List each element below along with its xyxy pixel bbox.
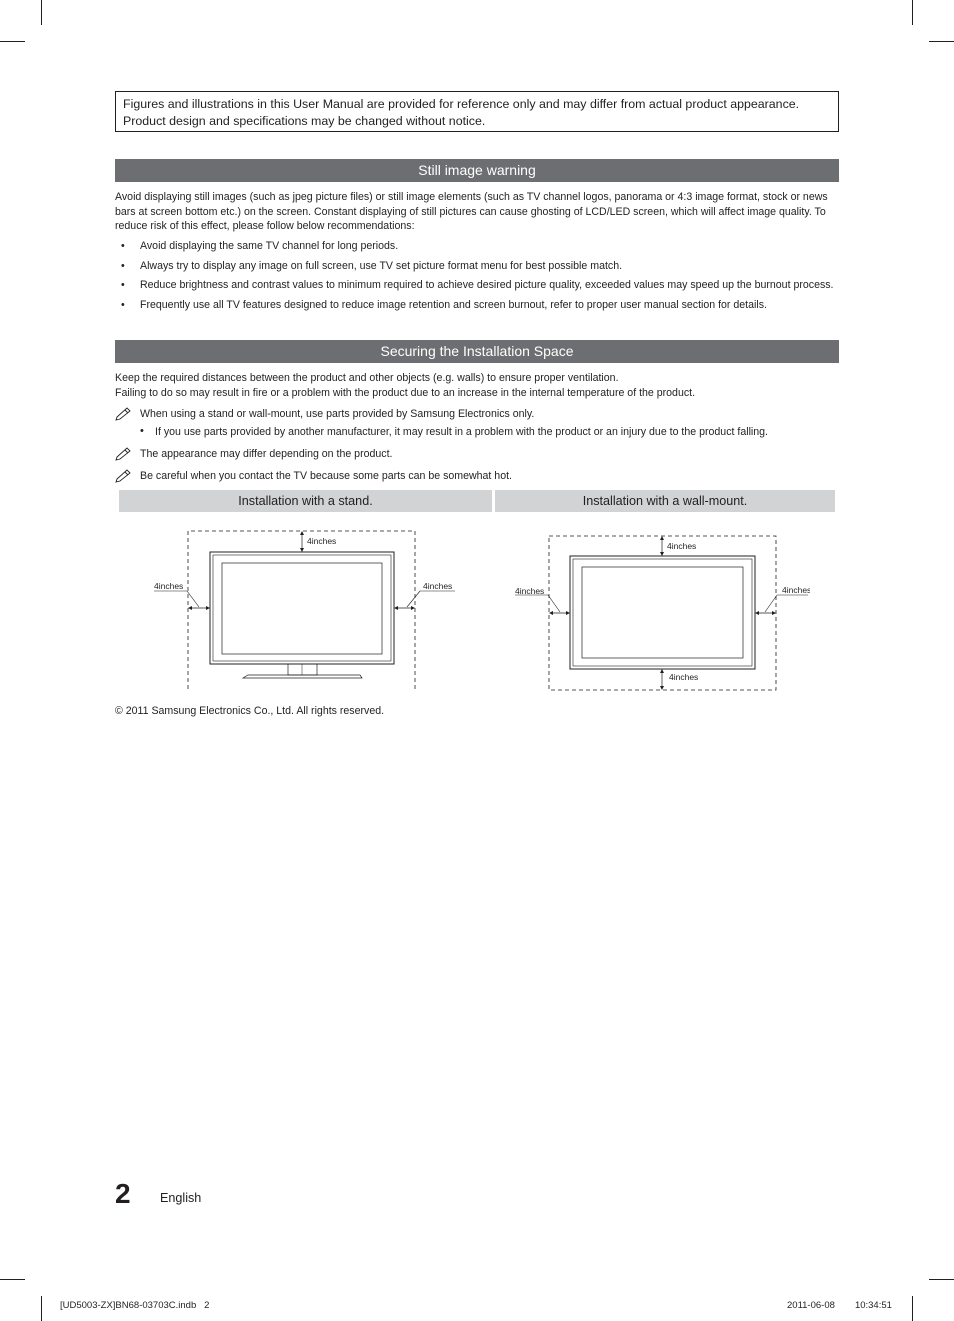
crop-mark: [0, 1279, 25, 1280]
installation-subnote: • If you use parts provided by another manufacturer, it may result in a problem with the product or an injury due to the product falling.: [140, 425, 769, 438]
tv-stand-neck: [288, 664, 317, 675]
bullet-dot-icon: •: [121, 240, 125, 252]
installation-note: When using a stand or wall-mount, use parts provided by Samsung Electronics only.: [115, 407, 839, 421]
pencil-note-icon: [115, 467, 133, 483]
footer-date: 2011-06-08 10:34:51: [787, 1300, 892, 1311]
crop-mark: [912, 1296, 913, 1321]
copyright: © 2011 Samsung Electronics Co., Ltd. All rights reserved.: [115, 705, 385, 717]
section-title-still-image: Still image warning: [115, 159, 839, 182]
list-item: • Frequently use all TV features designed to reduce image retention and screen burnout, refer to proper user manual section for details.: [121, 298, 767, 311]
crop-mark: [929, 41, 954, 42]
list-item: • Avoid displaying the same TV channel for long periods.: [121, 240, 399, 252]
pencil-note-icon: [115, 405, 133, 421]
still-image-bullet-list: [115, 239, 839, 317]
clearance-label-right: 4inches: [782, 585, 810, 595]
wall-mount-heading: Installation with a wall-mount.: [495, 490, 835, 512]
tv-stand-base: [243, 675, 362, 678]
crop-mark: [912, 0, 913, 25]
crop-mark: [929, 1279, 954, 1280]
installation-intro: Keep the required distances between the product and other objects (e.g. walls) to ensure proper ventilation. Failing to do so may result in fire or a problem with the product due to an increase in the internal temperature of the product.: [115, 372, 696, 399]
bullet-dot-icon: •: [121, 298, 125, 311]
stand-heading: Installation with a stand.: [119, 490, 492, 512]
page-number: 2: [115, 1178, 131, 1209]
bullet-dot-icon: •: [140, 425, 144, 437]
stand-diagram: [145, 525, 465, 693]
clearance-label-left: 4inches: [515, 586, 545, 596]
clearance-label-left: 4inches: [154, 581, 184, 591]
installation-note: Be careful when you contact the TV because some parts can be somewhat hot.: [115, 469, 839, 483]
footer-file-name: [UD5003-ZX]BN68-03703C.indb 2: [60, 1300, 210, 1311]
notice-line: Product design and specifications may be changed without notice.: [123, 113, 486, 128]
still-image-intro: Avoid displaying still images (such as jpeg picture files) or still image elements (such as TV channel logos, panorama or 4:3 image format, stock or news bars at screen bottom etc.) on the screen. Constant displaying of still pictures can cause ghosting of LCD/LED screen, which will affect image quality. To reduce risk of this effect, please follow below recommendations:: [115, 191, 828, 232]
list-item: • Reduce brightness and contrast values to minimum required to achieve desired picture quality, exceeded values may speed up the burnout process.: [121, 279, 834, 291]
bullet-dot-icon: •: [121, 279, 125, 291]
tv-outer-frame: [210, 552, 394, 664]
clearance-label-top: 4inches: [307, 536, 337, 546]
wall-mount-diagram: [510, 532, 810, 694]
installation-note: The appearance may differ depending on the product.: [115, 447, 839, 461]
tv-outer-frame: [570, 556, 755, 669]
crop-mark: [41, 1296, 42, 1321]
pencil-note-icon: [115, 445, 133, 461]
list-item: • Always try to display any image on full screen, use TV set picture format menu for best possible match.: [121, 259, 623, 272]
crop-mark: [41, 0, 42, 25]
crop-mark: [0, 41, 25, 42]
notice-box: [115, 91, 839, 132]
section-title-installation: Securing the Installation Space: [115, 340, 839, 363]
clearance-label-bottom: 4inches: [669, 672, 699, 682]
bullet-dot-icon: •: [121, 259, 125, 272]
clearance-label-top: 4inches: [667, 541, 697, 551]
page-language: English: [160, 1191, 202, 1205]
clearance-label-right: 4inches: [423, 581, 453, 591]
notice-line: Figures and illustrations in this User Manual are provided for reference only and may differ from actual product appearance.: [123, 97, 800, 111]
